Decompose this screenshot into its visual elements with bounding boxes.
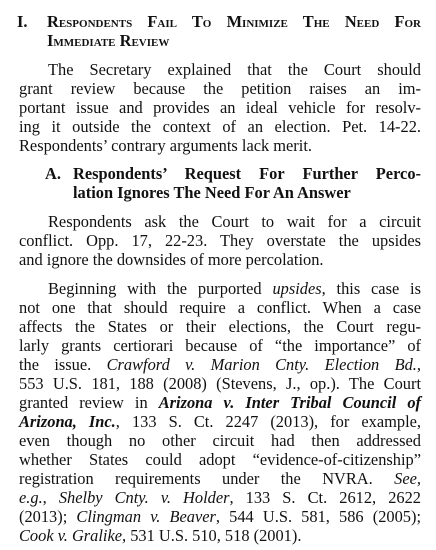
para3-line-12: e.g., Shelby Cnty. v. Holder, 133 S. Ct. 2612, 2622: [19, 488, 421, 507]
para3-line-2: not one that should require a conflict. When a case: [19, 298, 421, 317]
subsection-heading-line-1: Respondents’ Request For Further Perco-: [73, 164, 421, 183]
para3-line-9: even though no other circuit had then addressed: [19, 431, 421, 450]
para3-line-11: registration requirements under the NVRA. See,: [19, 469, 421, 488]
para3-line-14: Cook v. Gralike, 531 U.S. 510, 518 (2001).: [19, 526, 302, 545]
para2-line-2: conflict. Opp. 17, 22-23. They overstate the upsides: [19, 231, 421, 250]
para3-line-5: the issue. Crawford v. Marion Cnty. Election Bd.,: [19, 355, 421, 374]
para2-line-1: Respondents ask the Court to wait for a circuit: [48, 212, 421, 231]
section-heading-line-2: Immediate Review: [47, 31, 170, 50]
para1-line-3: portant issue and provides an ideal vehicle for resolv-: [19, 98, 421, 117]
section-heading-line-1: Respondents Fail To Minimize The Need For: [47, 12, 421, 31]
subsection-letter: A.: [45, 164, 61, 183]
para3-line-13: (2013); Clingman v. Beaver, 544 U.S. 581, 586 (2005);: [19, 507, 421, 526]
para3-line-1: Beginning with the purported upsides, this case is: [48, 279, 421, 298]
para1-line-5: Respondents’ contrary arguments lack merit.: [19, 136, 312, 155]
para3-line-3: affects the States or their elections, the Court regu-: [19, 317, 421, 336]
para1-line-2: grant review because the petition raises an im-: [19, 79, 421, 98]
para3-line-7: granted review in Arizona v. Inter Tribal Council of: [19, 393, 421, 412]
para3-line-10: whether States could adopt “evidence-of-citizenship”: [19, 450, 421, 469]
para3-line-6: 553 U.S. 181, 188 (2008) (Stevens, J., op.). The Court: [19, 374, 421, 393]
para1-line-4: ing it outside the context of an election. Pet. 14-22.: [19, 117, 421, 136]
subsection-heading-line-2: lation Ignores The Need For An Answer: [73, 183, 351, 202]
para2-line-3: and ignore the downsides of more percolation.: [19, 250, 324, 269]
para3-line-8: Arizona, Inc., 133 S. Ct. 2247 (2013), for example,: [19, 412, 421, 431]
para3-line-4: larly grants certiorari because of “the importance” of: [19, 336, 421, 355]
section-number: I.: [17, 12, 28, 31]
para1-line-1: The Secretary explained that the Court should: [48, 60, 421, 79]
